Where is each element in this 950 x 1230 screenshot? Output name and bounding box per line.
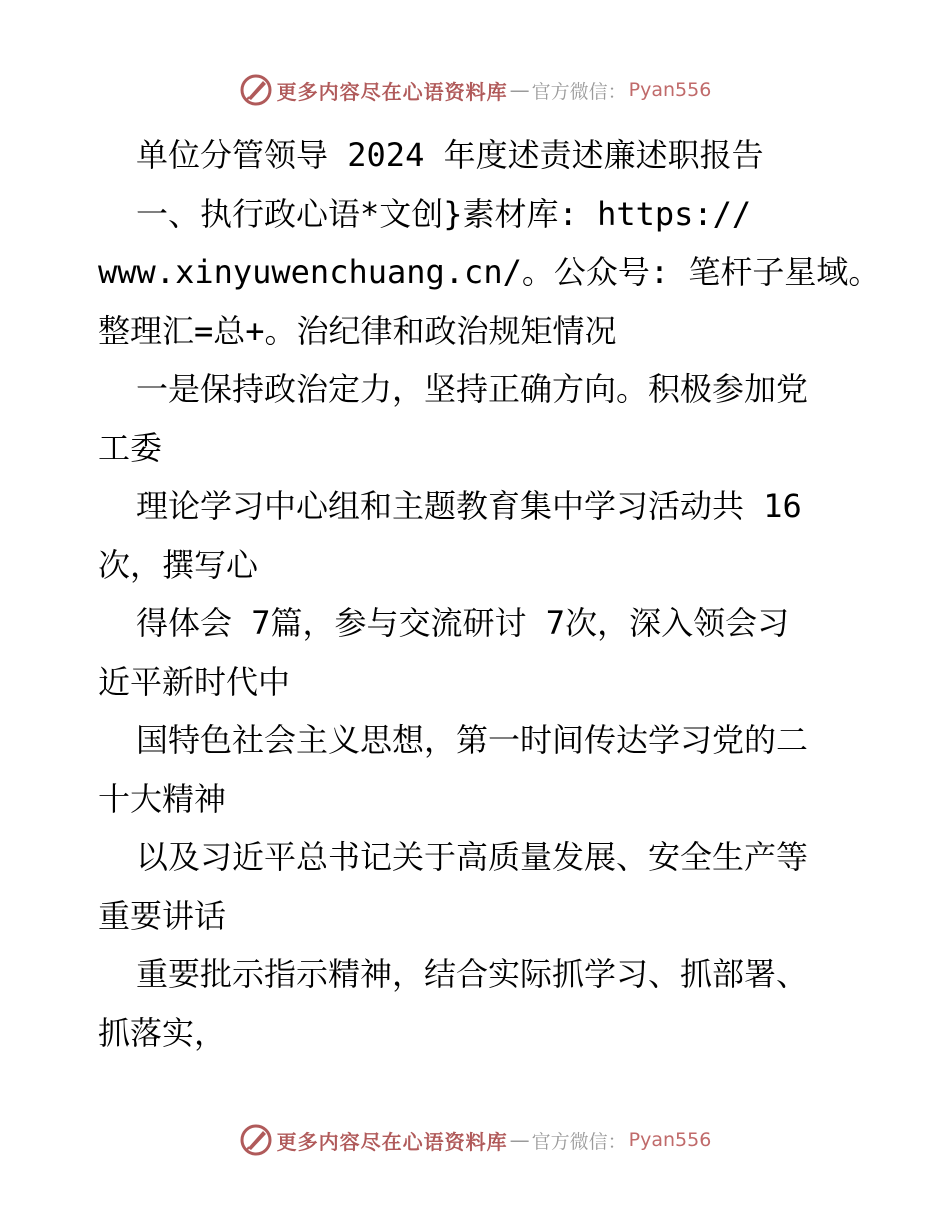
document-line: 抓落实， xyxy=(98,1013,227,1052)
document-line: 十大精神 xyxy=(98,779,227,818)
header-banner-text: 更多内容尽在心语资料库 xyxy=(276,79,508,104)
header-wechat-label: 官方微信： xyxy=(531,80,627,103)
document-line: 整理汇=总+。治纪律和政治规矩情况 xyxy=(98,311,617,350)
quill-pen-logo-icon xyxy=(239,1123,273,1157)
document-line: 以及习近平总书记关于高质量发展、安全生产等 xyxy=(136,838,809,876)
document-line: 近平新时代中 xyxy=(98,662,291,701)
document-line: 得体会 7篇，参与交流研讨 7次，深入领会习 xyxy=(136,604,790,642)
header-banner xyxy=(0,70,950,110)
footer-banner-separator: — xyxy=(509,1128,530,1152)
document-line: 工委 xyxy=(98,428,163,467)
document-line: 重要批示指示精神，结合实际抓学习、抓部署、 xyxy=(136,955,809,993)
document-line: www.xinyuwenchuang.cn/。公众号: 笔杆子星域。 xyxy=(98,253,881,291)
document-title: 单位分管领导 2024 年度述责述廉述职报告 xyxy=(136,136,764,174)
document-body xyxy=(98,126,881,1062)
footer-wechat-label: 官方微信： xyxy=(531,1130,627,1153)
document-line: 理论学习中心组和主题教育集中学习活动共 16 xyxy=(136,487,802,525)
header-wechat-id: Pyan556 xyxy=(628,79,712,101)
document-line: 重要讲话 xyxy=(98,896,227,935)
footer-banner-text: 更多内容尽在心语资料库 xyxy=(276,1129,508,1154)
header-banner-separator: — xyxy=(509,78,530,102)
footer-banner xyxy=(0,1120,950,1160)
footer-wechat-id: Pyan556 xyxy=(628,1129,712,1151)
document-line: 一是保持政治定力，坚持正确方向。积极参加党 xyxy=(136,370,809,408)
document-line: 一、执行政心语*文创}素材库: https:// xyxy=(136,194,752,233)
document-line: 次，撰写心 xyxy=(98,545,259,584)
document-line: 国特色社会主义思想，第一时间传达学习党的二 xyxy=(136,721,809,759)
quill-pen-logo-icon xyxy=(239,73,273,107)
